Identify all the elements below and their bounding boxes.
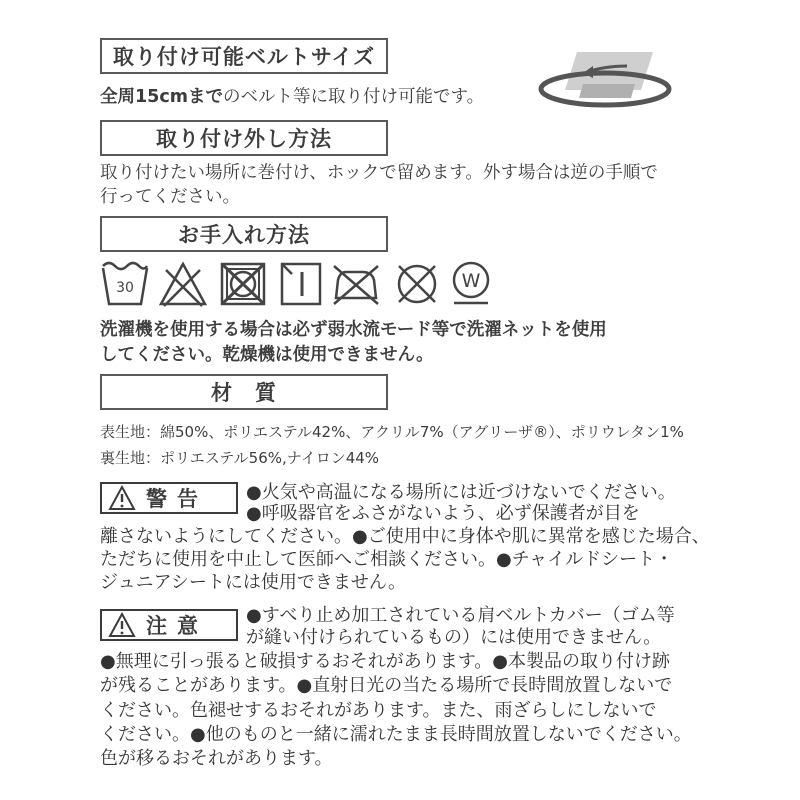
wet-clean-icon (446, 260, 496, 308)
caution-line-4: が残ることがあります。●直射日光の当たる場所で長時間放置しないで (100, 675, 673, 696)
warning-triangle-icon (108, 485, 136, 511)
belt-strap-front (579, 84, 635, 98)
warning-label-box (100, 482, 238, 514)
belt-size-header-label: 取り付け可能ベルトサイズ (112, 45, 376, 69)
belt-size-bold: 全周15cmまで (100, 87, 223, 107)
belt-size-header (100, 38, 388, 74)
material-outer-line: 表生地：綿50%、ポリエステル42%、アクリル7%（アグリーザ®）、ポリウレタン1% (100, 423, 684, 441)
wet-clean-letter: W (461, 270, 481, 292)
caution-line-7: 色が移るおそれがあります。 (100, 748, 333, 769)
no-dry-clean-icon (392, 260, 442, 308)
material-header (100, 374, 388, 410)
care-header (100, 216, 388, 252)
caution-label: 注意 (146, 614, 208, 638)
care-symbols-row (100, 260, 500, 310)
wash-temp: 30 (116, 280, 134, 296)
caution-line-1: ●すべり止め加工されている肩ベルトカバー（ゴム等 (246, 605, 675, 626)
caution-label-box (100, 609, 238, 641)
caution-line-5: ください。色褪せするおそれがあります。また、雨ざらしにしないで (100, 700, 657, 721)
attach-method-header-label: 取り付け外し方法 (156, 127, 332, 151)
caution-line-2: が縫い付けられているもの）には使用できません。 (246, 627, 662, 648)
wash-30-icon (100, 260, 150, 308)
material-header-label: 材 質 (211, 381, 277, 405)
caution-line-3: ●無理に引っ張ると破損するおそれがあります。●本製品の取り付け跡 (100, 651, 670, 672)
warning-line-3: 離さないようにしてください。●ご使用中に身体や肌に異常を感じた場合、 (100, 526, 710, 547)
no-bleach-icon (158, 260, 208, 308)
no-tumble-dry-icon (218, 260, 268, 308)
belt-size-rest: のベルト等に取り付け可能です。 (222, 87, 485, 107)
attach-line-2: 行ってください。 (100, 187, 240, 207)
warning-line-4: ただちに使用を中止して医師へご相談ください。●チャイルドシート・ (100, 549, 674, 570)
warning-line-1: ●火気や高温になる場所には近づけないでください。 (246, 482, 676, 503)
warning-label: 警告 (146, 487, 208, 511)
attach-method-header (100, 120, 388, 156)
belt-wrap-diagram (535, 44, 685, 116)
warning-line-5: ジュニアシートには使用できません。 (100, 572, 406, 593)
warning-line-2: ●呼吸器官をふさがないよう、必ず保護者が目を (246, 503, 640, 524)
belt-size-text (100, 85, 484, 109)
care-line-1: 洗濯機を使用する場合は必ず弱水流モード等で洗濯ネットを使用 (100, 320, 607, 340)
care-header-label: お手入れ方法 (178, 223, 310, 247)
care-line-2: してください。乾燥機は使用できません。 (100, 345, 434, 365)
caution-line-6: ください。●他のものと一緒に濡れたまま長時間放置しないでください。 (100, 724, 692, 745)
drip-dry-shade-icon (276, 260, 326, 308)
material-lining-line: 裏生地：ポリエステル56%,ナイロン44% (100, 449, 380, 467)
caution-triangle-icon (108, 612, 136, 638)
attach-line-1: 取り付けたい場所に巻付け、ホックで留めます。外す場合は逆の手順で (100, 163, 658, 183)
no-iron-icon (328, 260, 384, 308)
